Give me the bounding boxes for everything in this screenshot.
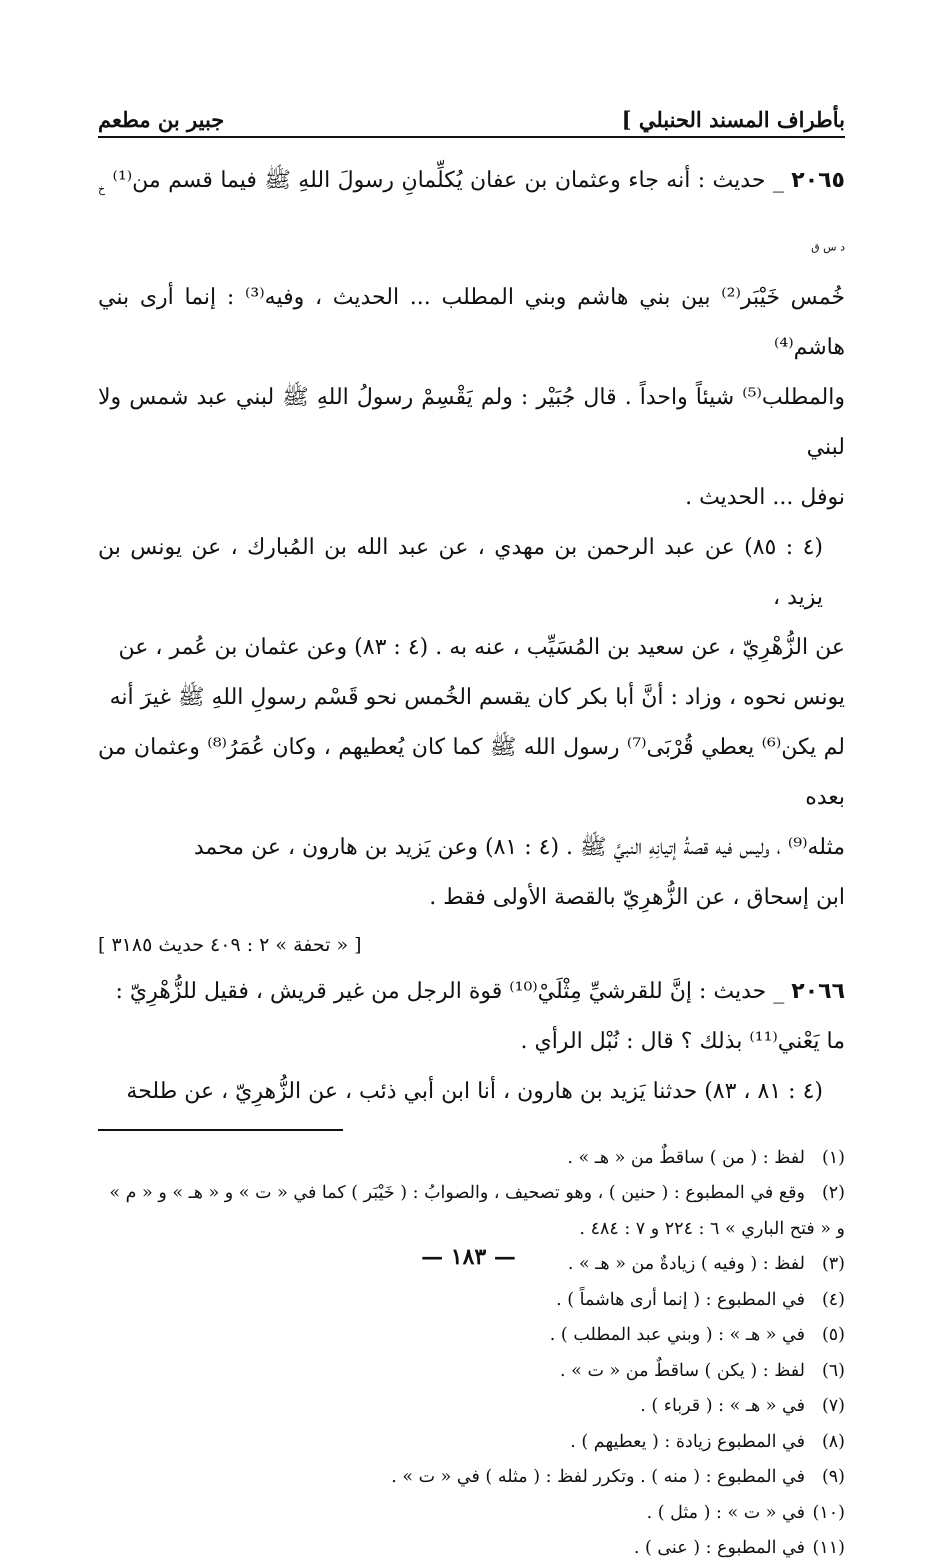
footnote: [98, 1425, 845, 1461]
footnote-text: في « هـ » : ( قرباء ) .: [640, 1396, 805, 1417]
footnote-text: في المطبوع : ( إنما أرى هاشماً ) .: [556, 1289, 805, 1310]
isnad-line: (٤ : ٨٥) عن عبد الرحمن بن مهدي ، عن عبد الله بن المُبارك ، عن يونس بن يزيد ،: [98, 534, 823, 610]
footnote-number: (١): [821, 1147, 845, 1168]
footnote-number: (٢): [821, 1183, 845, 1204]
footnote: [98, 1318, 845, 1354]
footnote-number: (١١): [812, 1538, 845, 1559]
hadith-line: والمطلب⁽⁵⁾ شيئاً واحداً . قال جُبَيْر : ولم يَقْسِمْ رسولُ اللهِ ﷺ لبني عبد شمس ولا لبني: [98, 384, 845, 460]
header-book-title: بأطراف المسند الحنبلي ]: [621, 107, 845, 132]
hadith-text: _ حديث : أنه جاء وعثمان بن عفان يُكلِّمانِ رسولَ اللهِ ﷺ فيما قسم من⁽¹⁾: [112, 168, 784, 193]
footnote-text: في « ت » : ( مثل ) .: [646, 1502, 805, 1523]
footnote: [98, 1354, 845, 1390]
header-chapter-title: جبير بن مطعم: [98, 107, 225, 132]
footnote: [98, 1176, 845, 1212]
hadith-line: ما يَعْني⁽¹¹⁾ بذلك ؟ قال : نُبْل الرأي .: [520, 1028, 845, 1054]
hadith-entry-2065: [98, 156, 845, 965]
footnote-text: وقع في المطبوع : ( حنين ) ، وهو تصحيف ، والصوابُ : ( خَيْبَر ) كما في « ت » و « هـ » و « م »: [109, 1183, 805, 1204]
footnote: [98, 1531, 845, 1567]
footnote: [98, 1283, 845, 1319]
footnote-divider: [98, 1129, 343, 1131]
footnote-text: لفظ : ( يكن ) ساقطٌ من « ت » .: [560, 1360, 805, 1381]
footnote-text: في المطبوع زيادة : ( يعطيهم ) .: [570, 1431, 805, 1452]
footnote-number: (٩): [821, 1467, 845, 1488]
footnote-text: في المطبوع : ( عنى ) .: [633, 1538, 805, 1559]
footnote-continuation: و « فتح الباري » ٦ : ٢٢٤ و ٧ : ٤٨٤ .: [579, 1218, 845, 1239]
hadith-number: ٢٠٦٥: [791, 168, 845, 193]
sigla: خ د س ق: [98, 182, 845, 254]
footnote-number: (٣): [821, 1254, 845, 1275]
footnote-number: (٨): [821, 1431, 845, 1452]
footnote: [98, 1496, 845, 1532]
hadith-number: ٢٠٦٦: [791, 978, 845, 1004]
footnote-text: في « هـ » : ( وبني عبد المطلب ) .: [549, 1325, 805, 1346]
page-number: — ١٨٣ —: [421, 1244, 516, 1270]
isnad-line: لم يكن⁽⁶⁾ يعطي قُرْبَى⁽⁷⁾ رسول الله ﷺ كما كان يُعطيهم ، وكان عُمَرُ⁽⁸⁾ وعثمان من بعده: [98, 734, 846, 810]
footnote-number: (٧): [821, 1396, 845, 1417]
footnote-number: (٤): [821, 1289, 845, 1310]
footnote-text: في المطبوع : ( منه ) . وتكرر لفظ : ( مثله ) في « ت » .: [391, 1467, 805, 1488]
hadith-entry-2066: [98, 967, 845, 1117]
footnote-number: (٦): [821, 1360, 845, 1381]
main-text: [98, 156, 845, 1117]
footnote-number: (١٠): [812, 1502, 845, 1523]
footnote-number: (٥): [821, 1325, 845, 1346]
isnad-line: يونس نحوه ، وزاد : أنَّ أبا بكر كان يقسم الخُمس نحو قَسْم رسولِ اللهِ ﷺ غيرَ أنه: [109, 684, 845, 710]
footnote: [98, 1389, 845, 1425]
footnote: [98, 1141, 845, 1177]
isnad-line: ابن إسحاق ، عن الزُّهرِيّ بالقصة الأولى فقط .: [429, 884, 845, 910]
hadith-line: نوفل ... الحديث .: [685, 484, 845, 510]
isnad-line: مثله⁽⁹⁾ ، وليس فيه قصةُ إتيانِهِ النبيَّ ﷺ . (٤ : ٨١) وعن يَزيد بن هارون ، عن محمد: [193, 834, 845, 860]
hadith-line: [98, 967, 845, 1017]
hadith-line: خُمس خَيْبَر⁽²⁾ بين بني هاشم وبني المطلب ... الحديث ، وفيه⁽³⁾ : إنما أرى بني هاشم⁽⁴⁾: [98, 284, 846, 360]
hadith-text: _ حديث : إنَّ للقرشيِّ مِثْلَيْ⁽¹⁰⁾ قوة الرجل من غير قريش ، فقيل للزُّهْرِيّ :: [115, 978, 785, 1004]
isnad-line: عن الزُّهْرِيّ ، عن سعيد بن المُسَيِّب ، عنه به . (٤ : ٨٣) وعن عثمان بن عُمر ، عن: [118, 634, 845, 660]
hadith-line: [98, 156, 845, 273]
footnote: [98, 1460, 845, 1496]
running-header: [98, 96, 845, 138]
isnad-line: (٤ : ٨١ ، ٨٣) حدثنا يَزيد بن هارون ، أنا ابن أبي ذئب ، عن الزُّهرِيّ ، عن طلحة: [126, 1078, 823, 1104]
footnote-text: لفظ : ( من ) ساقطٌ من « هـ » .: [567, 1147, 805, 1168]
footnotes: [98, 1141, 845, 1567]
tuhfa-reference: [ « تحفة » ٢ : ٤٠٩ حديث ٣١٨٥ ]: [98, 933, 362, 956]
footnote-text: لفظ : ( وفيه ) زيادةٌ من « هـ » .: [567, 1254, 805, 1275]
